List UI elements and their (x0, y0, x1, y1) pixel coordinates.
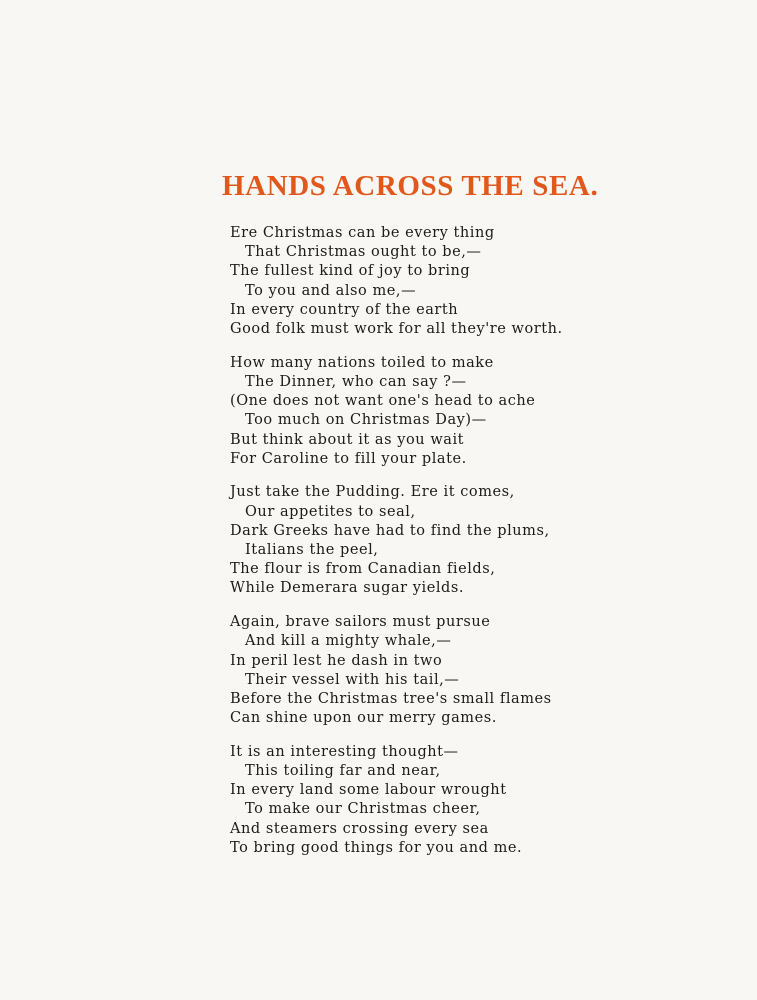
poem-line: But think about it as you wait (230, 431, 465, 448)
poem-title: HANDS ACROSS THE SEA. (222, 170, 599, 202)
poem-line: The flour is from Canadian fields, (230, 561, 496, 578)
stanza-3 (230, 483, 660, 598)
poem-line: In every land some labour wrought (230, 782, 507, 799)
poem-line: And kill a mighty whale,— (245, 633, 452, 650)
poem-line: Too much on Christmas Day)— (245, 412, 487, 429)
poem-line: For Caroline to fill your plate. (230, 450, 467, 467)
poem-line: And steamers crossing every sea (230, 820, 489, 837)
poem-line: Before the Christmas tree's small flames (230, 690, 552, 707)
poem-line: This toiling far and near, (245, 763, 441, 780)
poem-line: To make our Christmas cheer, (245, 801, 481, 818)
poem-line: Can shine upon our merry games. (230, 710, 497, 727)
poem-body (230, 224, 660, 873)
poem-line: While Demerara sugar yields. (230, 580, 465, 597)
stanza-1 (230, 224, 660, 339)
poem-line: It is an interesting thought— (230, 743, 459, 760)
stanza-4 (230, 613, 660, 728)
poem-line: In peril lest he dash in two (230, 652, 443, 669)
poem-line: That Christmas ought to be,— (245, 244, 482, 261)
poem-line: Again, brave sailors must pursue (230, 614, 491, 631)
poem-line: The fullest kind of joy to bring (230, 263, 471, 280)
poem-line: (One does not want one's head to ache (230, 393, 536, 410)
poem-line: Just take the Pudding. Ere it comes, (230, 484, 515, 501)
poem-line: Dark Greeks have had to find the plums, (230, 522, 550, 539)
poem-line: How many nations toiled to make (230, 354, 494, 371)
stanza-2 (230, 354, 660, 469)
poem-line: To you and also me,— (245, 282, 417, 299)
poem-line: Our appetites to seal, (245, 503, 416, 520)
poem-line: Good folk must work for all they're worth. (230, 321, 563, 338)
poem-line: Italians the peel, (245, 542, 379, 559)
poem-line: Ere Christmas can be every thing (230, 225, 495, 241)
poem-line: To bring good things for you and me. (230, 839, 523, 856)
poem-line: Their vessel with his tail,— (245, 671, 460, 688)
poem-line: In every country of the earth (230, 301, 459, 318)
stanza-5 (230, 743, 660, 858)
poem-line: The Dinner, who can say ?— (245, 373, 467, 390)
